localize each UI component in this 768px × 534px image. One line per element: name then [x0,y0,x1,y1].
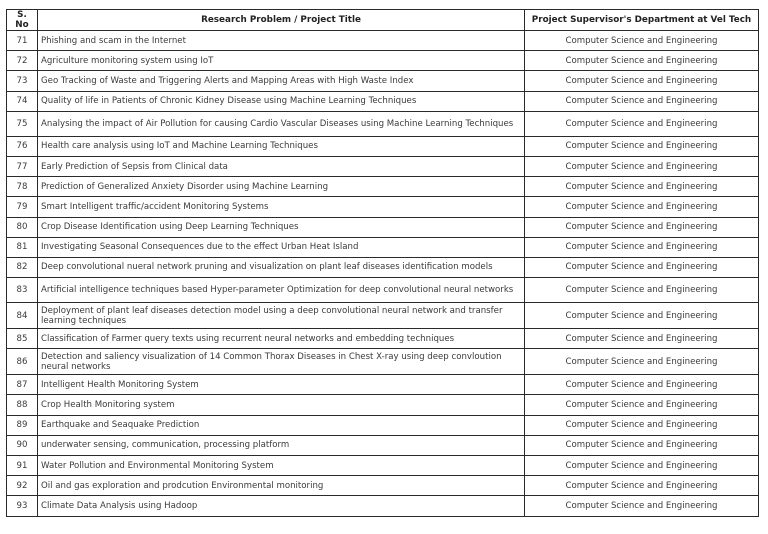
table-row [7,435,759,455]
table-row [7,456,759,476]
serial-number-cell: 90 [7,435,38,455]
serial-number-cell: 85 [7,329,38,349]
department-cell: Computer Science and Engineering [525,303,759,329]
table-row [7,31,759,51]
table-row [7,278,759,303]
serial-number-cell: 82 [7,257,38,277]
serial-number-cell: 79 [7,197,38,217]
serial-number-cell: 71 [7,31,38,51]
serial-number-cell: 93 [7,496,38,516]
table-row [7,91,759,111]
project-title-cell: Classification of Farmer query texts using recurrent neural networks and embedding techniques [38,329,525,349]
department-cell: Computer Science and Engineering [525,197,759,217]
table-row [7,329,759,349]
project-title-cell: Crop Disease Identification using Deep Learning Techniques [38,217,525,237]
serial-number-cell: 78 [7,177,38,197]
table-row [7,395,759,415]
project-title-cell: Artificial intelligence techniques based Hyper-parameter Optimization for deep convolutional neural networks [38,278,525,303]
project-title-cell: Analysing the impact of Air Pollution for causing Cardio Vascular Diseases using Machine Learning Techniques [38,111,525,136]
department-cell: Computer Science and Engineering [525,476,759,496]
serial-number-cell: 92 [7,476,38,496]
table-row [7,156,759,176]
department-cell: Computer Science and Engineering [525,375,759,395]
department-cell: Computer Science and Engineering [525,435,759,455]
project-title-cell: Deployment of plant leaf diseases detection model using a deep convolutional neural network and transfer learning techniques [38,303,525,329]
header-project-title: Research Problem / Project Title [38,10,525,31]
serial-number-cell: 89 [7,415,38,435]
project-table [6,9,759,517]
project-title-cell: Deep convolutional nueral network pruning and visualization on plant leaf diseases identification models [38,257,525,277]
project-title-cell: Quality of life in Patients of Chronic Kidney Disease using Machine Learning Techniques [38,91,525,111]
project-title-cell: Oil and gas exploration and prodcution Environmental monitoring [38,476,525,496]
department-cell: Computer Science and Engineering [525,395,759,415]
project-title-cell: Climate Data Analysis using Hadoop [38,496,525,516]
department-cell: Computer Science and Engineering [525,71,759,91]
table-row [7,217,759,237]
project-title-cell: underwater sensing, communication, processing platform [38,435,525,455]
department-cell: Computer Science and Engineering [525,257,759,277]
department-cell: Computer Science and Engineering [525,278,759,303]
project-title-cell: Smart Intelligent traffic/accident Monitoring Systems [38,197,525,217]
table-row [7,197,759,217]
serial-number-cell: 87 [7,375,38,395]
serial-number-cell: 88 [7,395,38,415]
project-title-cell: Health care analysis using IoT and Machine Learning Techniques [38,136,525,156]
project-title-cell: Agriculture monitoring system using IoT [38,51,525,71]
project-title-cell: Phishing and scam in the Internet [38,31,525,51]
serial-number-cell: 77 [7,156,38,176]
department-cell: Computer Science and Engineering [525,111,759,136]
project-title-cell: Prediction of Generalized Anxiety Disorder using Machine Learning [38,177,525,197]
table-row [7,177,759,197]
department-cell: Computer Science and Engineering [525,496,759,516]
header-supervisor-department: Project Supervisor's Department at Vel Tech [525,10,759,31]
serial-number-cell: 83 [7,278,38,303]
department-cell: Computer Science and Engineering [525,415,759,435]
table-row [7,476,759,496]
table-row [7,375,759,395]
table-body [7,31,759,517]
project-title-cell: Crop Health Monitoring system [38,395,525,415]
department-cell: Computer Science and Engineering [525,91,759,111]
serial-number-cell: 91 [7,456,38,476]
table-row [7,496,759,516]
table-row [7,257,759,277]
serial-number-cell: 86 [7,349,38,375]
table-row [7,237,759,257]
serial-number-cell: 81 [7,237,38,257]
department-cell: Computer Science and Engineering [525,456,759,476]
project-title-cell: Earthquake and Seaquake Prediction [38,415,525,435]
project-title-cell: Investigating Seasonal Consequences due to the effect Urban Heat Island [38,237,525,257]
serial-number-cell: 73 [7,71,38,91]
department-cell: Computer Science and Engineering [525,51,759,71]
serial-number-cell: 80 [7,217,38,237]
department-cell: Computer Science and Engineering [525,329,759,349]
table-row [7,51,759,71]
table-row [7,136,759,156]
table-row [7,71,759,91]
department-cell: Computer Science and Engineering [525,349,759,375]
department-cell: Computer Science and Engineering [525,136,759,156]
project-title-cell: Water Pollution and Environmental Monitoring System [38,456,525,476]
project-title-cell: Early Prediction of Sepsis from Clinical data [38,156,525,176]
serial-number-cell: 72 [7,51,38,71]
serial-number-cell: 74 [7,91,38,111]
table-row [7,349,759,375]
serial-number-cell: 75 [7,111,38,136]
table-row [7,111,759,136]
header-serial-number: S. No [7,10,38,31]
serial-number-cell: 76 [7,136,38,156]
table-row [7,303,759,329]
project-title-cell: Geo Tracking of Waste and Triggering Alerts and Mapping Areas with High Waste Index [38,71,525,91]
project-title-cell: Detection and saliency visualization of 14 Common Thorax Diseases in Chest X-ray using deep convloution neural networks [38,349,525,375]
project-table-container [6,9,758,517]
table-row [7,415,759,435]
project-title-cell: Intelligent Health Monitoring System [38,375,525,395]
department-cell: Computer Science and Engineering [525,31,759,51]
department-cell: Computer Science and Engineering [525,217,759,237]
department-cell: Computer Science and Engineering [525,237,759,257]
department-cell: Computer Science and Engineering [525,156,759,176]
table-header-row [7,10,759,31]
serial-number-cell: 84 [7,303,38,329]
department-cell: Computer Science and Engineering [525,177,759,197]
